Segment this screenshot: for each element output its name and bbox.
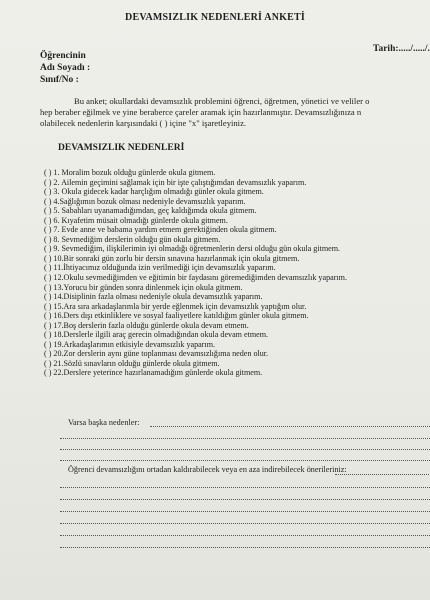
item-text: 5. Sabahları uyanamadığımdan, geç kaldığımda okula gitmem.: [53, 206, 257, 216]
class-label: Sınıf/No :: [40, 75, 79, 85]
reasons-list: [44, 168, 347, 378]
item-text: 20.Zor derslerin aynı güne toplanması devamsızlığıma neden olur.: [53, 349, 269, 359]
list-item: [44, 235, 347, 245]
list-item: [44, 178, 347, 188]
intro-line: Bu anket; okullardaki devamsızlık problemini öğrenci, öğretmen, yönetici ve veliler o: [74, 96, 370, 106]
name-label: Adı Soyadı :: [40, 63, 91, 73]
suggestions-line[interactable]: [335, 474, 430, 475]
checkbox[interactable]: ( ): [44, 215, 52, 225]
item-text: 19.Arkadaşlarımın etkisiyle devamsızlık yaparım.: [53, 339, 216, 349]
list-item: [44, 321, 347, 331]
item-text: 11.İhtiyacımız olduğunda izin verilmediği için devamsızlık yaparım.: [53, 263, 276, 273]
checkbox[interactable]: ( ): [44, 330, 52, 340]
checkbox[interactable]: ( ): [44, 301, 52, 311]
checkbox[interactable]: ( ): [44, 196, 52, 206]
list-item: [44, 311, 347, 321]
item-text: 10.Bir sonraki gün zorlu bir dersin sınavına hazırlanmak için okula gitmem.: [53, 253, 300, 263]
list-item: [44, 225, 347, 235]
suggestions-label: Öğrenci devamsızlığını ortadan kaldırabilecek veya en aza indirebilecek önerileriniz:: [68, 465, 347, 474]
checkbox[interactable]: ( ): [44, 225, 52, 235]
item-text: 1. Moralim bozuk olduğu günlerde okula gitmem.: [53, 168, 216, 177]
checkbox[interactable]: ( ): [44, 273, 52, 283]
answer-line[interactable]: [60, 499, 430, 500]
list-item: [44, 292, 347, 302]
list-item: [44, 302, 347, 312]
list-item: [44, 368, 347, 378]
checkbox[interactable]: ( ): [44, 253, 52, 263]
intro-paragraph: [40, 96, 430, 130]
checkbox[interactable]: ( ): [44, 177, 52, 187]
checkbox[interactable]: ( ): [44, 358, 52, 368]
list-item: [44, 206, 347, 216]
list-item: [44, 349, 347, 359]
list-item: [44, 340, 347, 350]
checkbox[interactable]: ( ): [44, 349, 52, 359]
item-text: 4.Sağlığımın bozuk olması nedeniyle devamsızlık yaparım.: [53, 196, 246, 206]
item-text: 3. Okula gidecek kadar harçlığım olmadığı günler okula gitmem.: [53, 187, 264, 197]
list-item: [44, 244, 347, 254]
item-text: 17.Boş derslerin fazla olduğu günlerde okula devam etmem.: [53, 320, 249, 330]
answer-line[interactable]: [60, 547, 430, 548]
checkbox[interactable]: ( ): [44, 282, 52, 292]
answer-line[interactable]: [60, 535, 430, 536]
answer-line[interactable]: [60, 460, 430, 461]
item-text: 14.Disiplinin fazla olması nedeniyle okula devamsızlık yaparım.: [53, 292, 263, 302]
list-item: [44, 187, 347, 197]
checkbox[interactable]: ( ): [44, 368, 52, 378]
section-title: DEVAMSIZLIK NEDENLERİ: [58, 143, 185, 153]
other-reasons-label: Varsa başka nedenler:: [68, 418, 140, 427]
checkbox[interactable]: ( ): [44, 187, 52, 197]
list-item: [44, 283, 347, 293]
item-text: 18.Derslerle ilgili araç gerecin olmadığından okula devam etmem.: [53, 330, 269, 340]
checkbox[interactable]: ( ): [44, 320, 52, 330]
answer-line[interactable]: [60, 487, 430, 488]
list-item: [44, 216, 347, 226]
page-title: DEVAMSIZLIK NEDENLERİ ANKETİ: [125, 12, 305, 23]
answer-line[interactable]: [60, 523, 430, 524]
list-item: [44, 263, 347, 273]
intro-line: olabilecek nedenlerin karşısındaki ( ) içine "x" işaretleyiniz.: [40, 118, 247, 129]
item-text: 9. Sevmediğim, ilişkilerimin iyi olmadığı öğretmenlerin dersi olduğu gün okula gitmem.: [53, 244, 341, 254]
checkbox[interactable]: ( ): [44, 263, 52, 273]
checkbox[interactable]: ( ): [44, 234, 52, 244]
list-item: [44, 168, 347, 178]
item-text: 2. Ailemin geçimini sağlamak için bir işte çalıştığımdan devamsızlık yaparım.: [53, 177, 307, 187]
answer-line[interactable]: [60, 511, 430, 512]
answer-line[interactable]: [60, 449, 430, 450]
date-label: Tarih:...../...../.: [373, 44, 430, 54]
list-item: [44, 273, 347, 283]
checkbox[interactable]: ( ): [44, 244, 52, 254]
item-text: 21.Sözlü sınavların olduğu günlerde okula gitmem.: [53, 358, 220, 368]
checkbox[interactable]: ( ): [44, 168, 52, 177]
list-item: [44, 197, 347, 207]
intro-line: hep beraber eğilmek ve yine beraberce çareler aramak için hazırlanmıştır. Devamsızlığınıza n: [40, 107, 362, 118]
item-text: 15.Ara sıra arkadaşlarımla bir yerde eğlenmek için devamsızlık yaptığım olur.: [53, 301, 307, 311]
answer-line[interactable]: [60, 438, 430, 439]
list-item: [44, 330, 347, 340]
item-text: 6. Kıyafetim müsait olmadığı günlerde okula gitmem.: [53, 215, 228, 225]
item-text: 7. Evde anne ve babama yardım etmem gerektiğinden okula gitmem.: [53, 225, 277, 235]
item-text: 22.Derslere yeterince hazırlanamadığım günlerde okula gitmem.: [53, 368, 263, 378]
other-reasons-line[interactable]: [150, 426, 430, 427]
checkbox[interactable]: ( ): [44, 292, 52, 302]
list-item: [44, 359, 347, 369]
checkbox[interactable]: ( ): [44, 311, 52, 321]
item-text: 12.Okulu sevmediğimden ve eğitimin bir faydasını göremediğimden devamsızlık yaparım.: [53, 273, 347, 283]
list-item: [44, 254, 347, 264]
checkbox[interactable]: ( ): [44, 339, 52, 349]
item-text: 13.Yorucu bir günden sonra dinlenmek için okula gitmem.: [53, 282, 243, 292]
item-text: 16.Ders dışı etkinliklere ve sosyal faaliyetlere katıldığım günler okula gitmem.: [53, 311, 309, 321]
checkbox[interactable]: ( ): [44, 206, 52, 216]
item-text: 8. Sevmediğim derslerin olduğu gün okula gitmem.: [53, 234, 221, 244]
student-label: Öğrencinin: [40, 51, 86, 61]
